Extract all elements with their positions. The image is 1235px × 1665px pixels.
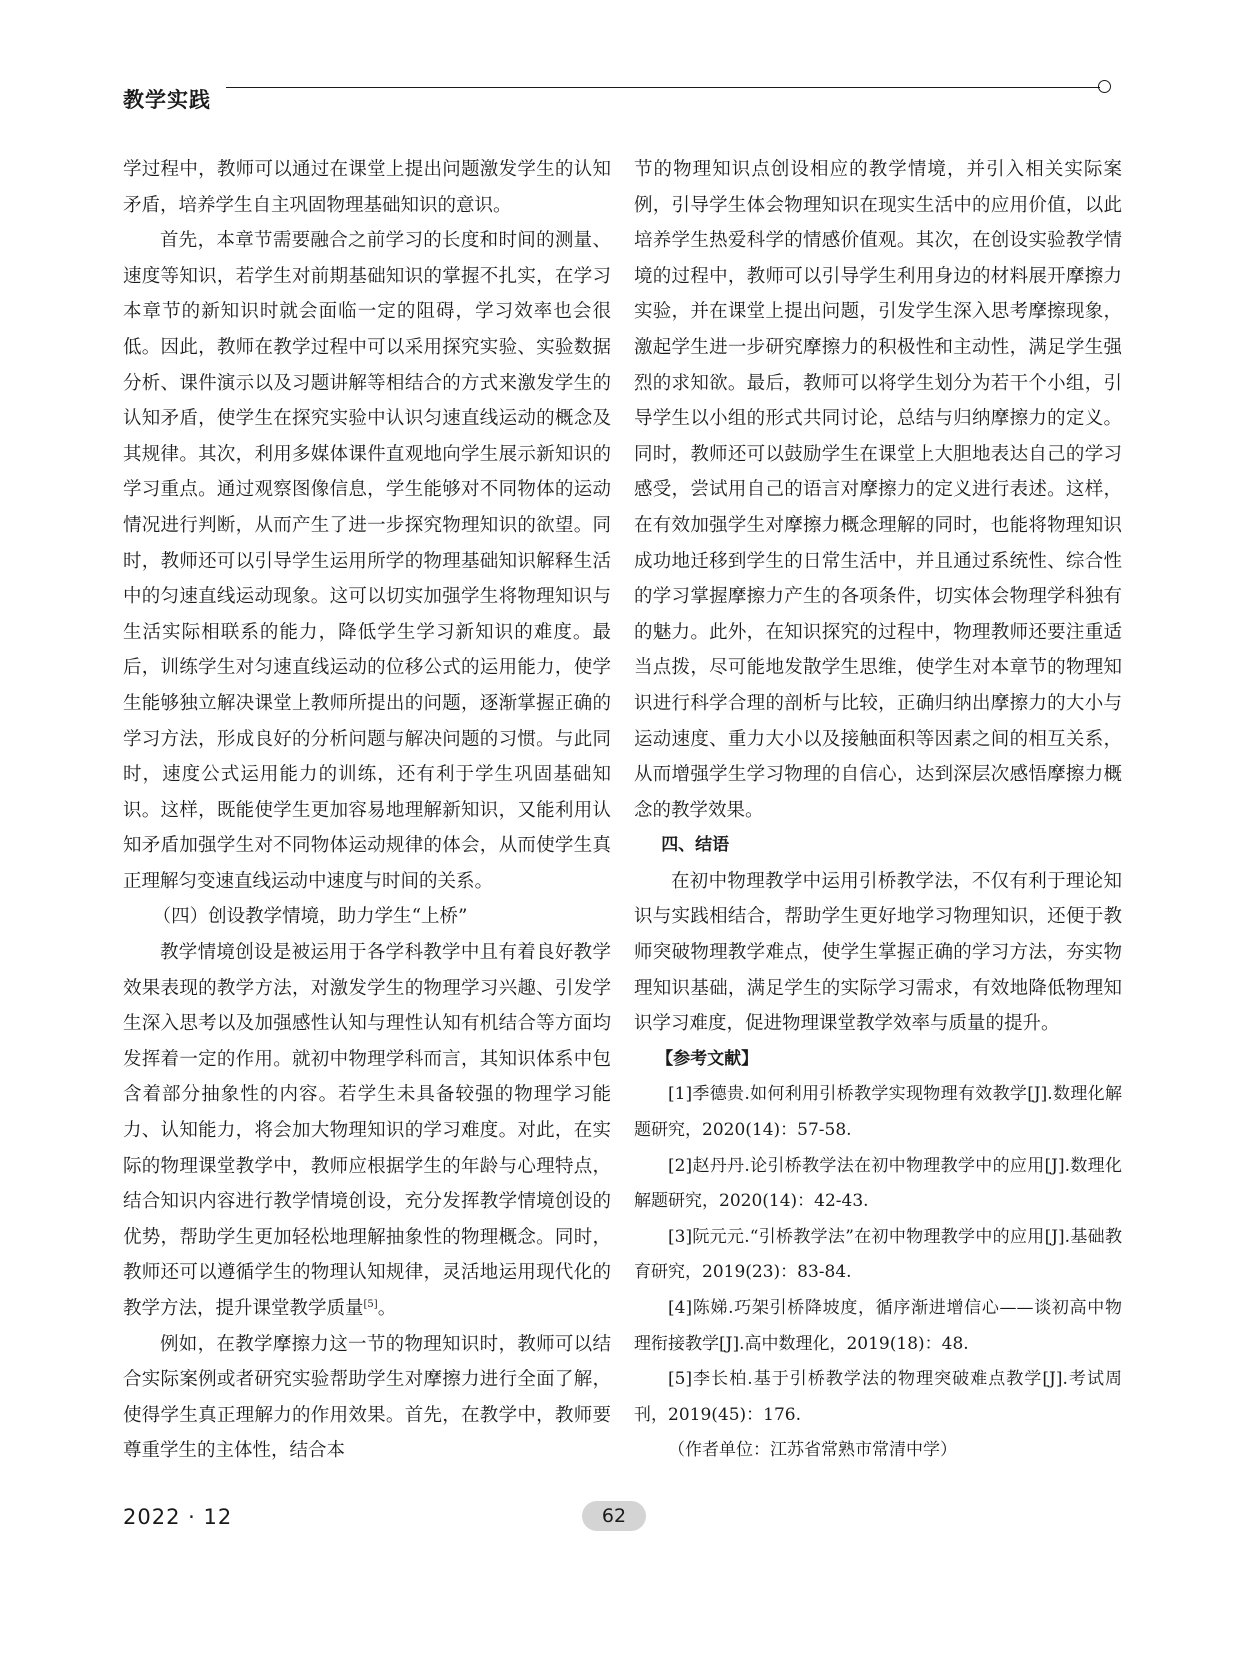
right-column [634, 152, 1122, 1469]
reference-item: [1]季德贵.如何利用引桥教学实现物理有效教学[J].数理化解题研究，2020(14)：57-58. [634, 1084, 1122, 1141]
section-heading: 四、结语 [661, 835, 730, 856]
page-number: 62 [582, 1501, 646, 1531]
paragraph: 例如，在教学摩擦力这一节的物理知识时，教师可以结合实际案例或者研究实验帮助学生对摩擦力进行全面了解，使得学生真正理解力的作用效果。首先，在教学中，教师要尊重学生的主体性，结合本 [123, 1333, 611, 1462]
references-title: 【参考文献】 [656, 1048, 759, 1069]
paragraph-end: 。 [377, 1298, 397, 1319]
paragraph-text: 教学情境创设是被运用于各学科教学中且有着良好教学效果表现的教学方法，对激发学生的物理学习兴趣、引发学生深入思考以及加强感性认知与理性认知有机结合等方面均发挥着一定的作用。就初中物理学科而言，其知识体系中包含着部分抽象性的内容。若学生未具备较强的物理学习能力、认知能力，将会加大物理知识的学习难度。对此，在实际的物理课堂教学中，教师应根据学生的年龄与心理特点，结合知识内容进行教学情境创设，充分发挥教学情境创设的优势，帮助学生更加轻松地理解抽象性的物理概念。同时，教师还可以遵循学生的物理认知规律，灵活地运用现代化的教学方法，提升课堂教学质量 [123, 942, 611, 1319]
paragraph: 首先，本章节需要融合之前学习的长度和时间的测量、速度等知识，若学生对前期基础知识的掌握不扎实，在学习本章节的新知识时就会面临一定的阻碍，学习效率也会很低。因此，教师在教学过程中可以采用探究实验、实验数据分析、课件演示以及习题讲解等相结合的方式来激发学生的认知矛盾，使学生在探究实验中认识匀速直线运动的概念及其规律。其次，利用多媒体课件直观地向学生展示新知识的学习重点。通过观察图像信息，学生能够对不同物体的运动情况进行判断，从而产生了进一步探究物理知识的欲望。同时，教师还可以引导学生运用所学的物理基础知识解释生活中的匀速直线运动现象。这可以切实加强学生将物理知识与生活实际相联系的能力，降低学生学习新知识的难度。最后，训练学生对匀速直线运动的位移公式的运用能力，使学生能够独立解决课堂上教师所提出的问题，逐渐掌握正确的学习方法，形成良好的分析问题与解决问题的习惯。与此同时，速度公式运用能力的训练，还有利于学生巩固基础知识。这样，既能使学生更加容易地理解新知识，又能利用认知矛盾加强学生对不同物体运动规律的体会，从而使学生真正理解匀变速直线运动中速度与时间的关系。 [123, 230, 611, 892]
reference-item: [2]赵丹丹.论引桥教学法在初中物理教学中的应用[J].数理化解题研究，2020(14)：42-43. [634, 1155, 1122, 1212]
left-column [123, 152, 611, 1469]
header-rule [226, 87, 1100, 88]
citation-marker: [5] [363, 1298, 378, 1310]
paragraph: 学过程中，教师可以通过在课堂上提出问题激发学生的认知矛盾，培养学生自主巩固物理基础知识的意识。 [123, 159, 611, 216]
reference-item: [4]陈娣.巧架引桥降坡度，循序渐进增信心——谈初高中物理衔接教学[J].高中数理化，2019(18)：48. [634, 1298, 1122, 1354]
subheading: （四）创设教学情境，助力学生“上桥” [152, 906, 468, 928]
paragraph: 节的物理知识点创设相应的教学情境，并引入相关实际案例，引导学生体会物理知识在现实生活中的应用价值，以此培养学生热爱科学的情感价值观。其次，在创设实验教学情境的过程中，教师可以引导学生利用身边的材料展开摩擦力实验，并在课堂上提出问题，引发学生深入思考摩擦现象，激起学生进一步研究摩擦力的积极性和主动性，满足学生强烈的求知欲。最后，教师可以将学生划分为若干个小组，引导学生以小组的形式共同讨论，总结与归纳摩擦力的定义。同时，教师还可以鼓励学生在课堂上大胆地表达自己的学习感受，尝试用自己的语言对摩擦力的定义进行表述。这样，在有效加强学生对摩擦力概念理解的同时，也能将物理知识成功地迁移到学生的日常生活中，并且通过系统性、综合性的学习掌握摩擦力产生的各项条件，切实体会物理学科独有的魅力。此外，在知识探究的过程中，物理教师还要注重适当点拨，尽可能地发散学生思维，使学生对本章节的物理知识进行科学合理的剖析与比较，正确归纳出摩擦力的大小与运动速度、重力大小以及接触面积等因素之间的相互关系，从而增强学生学习物理的自信心，达到深层次感悟摩擦力概念的教学效果。 [634, 159, 1122, 821]
header-circle-ornament [1098, 80, 1111, 93]
author-unit: （作者单位：江苏省常熟市常清中学） [668, 1440, 957, 1461]
issue-date: 2022 · 12 [123, 1505, 233, 1529]
section-title: 教学实践 [123, 88, 211, 112]
reference-item: [5]李长柏.基于引桥教学法的物理突破难点教学[J].考试周刊，2019(45)：176. [634, 1369, 1122, 1425]
reference-item: [3]阮元元.“引桥教学法”在初中物理教学中的应用[J].基础教育研究，2019(23)：83-84. [634, 1226, 1122, 1283]
paragraph [123, 935, 611, 1327]
paragraph: 在初中物理教学中运用引桥教学法，不仅有利于理论知识与实践相结合，帮助学生更好地学习物理知识，还便于教师突破物理教学难点，使学生掌握正确的学习方法，夯实物理知识基础，满足学生的实际学习需求，有效地降低物理知识学习难度，促进物理课堂教学效率与质量的提升。 [634, 870, 1122, 1035]
